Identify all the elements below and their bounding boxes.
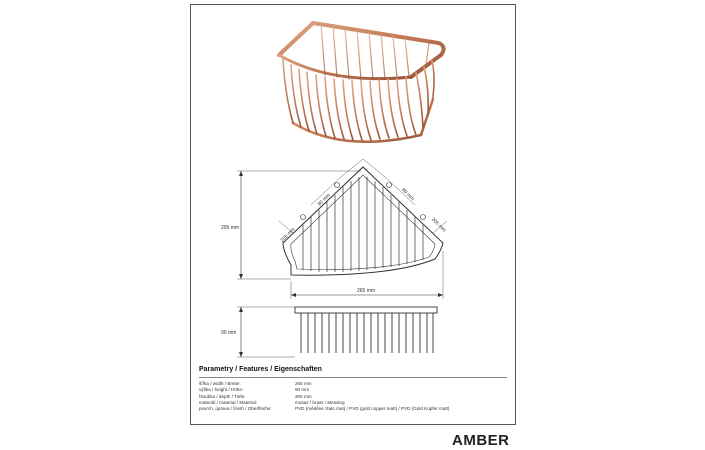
right-side-dimension-label: 205 mm: [429, 216, 447, 234]
side-view-drawing: [191, 303, 517, 361]
spec-title: Parametry / Features / Eigenschaften: [199, 366, 322, 373]
right-corner-dimension-label: 80 mm: [400, 187, 416, 203]
top-view-drawing: [191, 155, 517, 305]
spec-label: materiál / material / Material:: [199, 399, 257, 405]
width-dimension-label: 265 mm: [357, 288, 376, 294]
brand-name: AMBER: [452, 432, 510, 449]
left-corner-dimension-label: 80 mm: [316, 192, 332, 208]
spec-label: výška / height / Höhe:: [199, 387, 244, 393]
spec-value: 90 mm: [295, 387, 310, 393]
spec-table: [199, 381, 509, 412]
spec-value: 265 mm: [295, 381, 312, 386]
spec-value: mosaz / brass / Messing: [295, 399, 345, 405]
spec-value: PVD (měděné zlato mat) / PVD (gold copper matt) / PVD (Gold Kupfer matt): [295, 406, 450, 412]
spec-label: šířka / width / Breite:: [199, 381, 241, 386]
left-side-dimension-label: 205 mm: [279, 226, 297, 244]
depth-dimension-label: 90 mm: [221, 330, 237, 336]
product-sheet: [190, 4, 516, 425]
product-photo: [271, 15, 451, 145]
spec-label: hloubka / depth / Tiefe:: [199, 393, 246, 399]
spec-label: povrch, úprava / finish / Oberfläche:: [199, 406, 272, 412]
spec-divider: [199, 377, 507, 378]
height-dimension-label: 205 mm: [221, 225, 240, 231]
spec-value: 205 mm: [295, 393, 312, 399]
spec-row-finish: [199, 406, 509, 412]
